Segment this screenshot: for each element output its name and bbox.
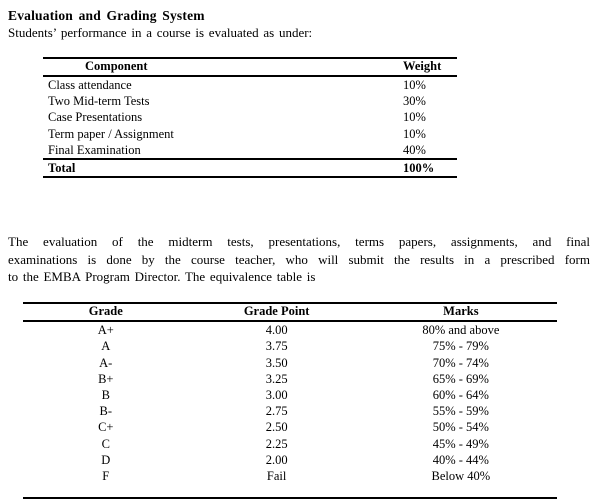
grade-point-cell: 2.50	[265, 420, 288, 435]
paragraph-line: The evaluation of the midterm tests, presentations, terms papers, assignments, and final	[8, 234, 590, 250]
grade-cell: D	[101, 452, 111, 467]
paragraph-line: to the EMBA Program Director. The equivalence table is	[8, 269, 316, 285]
marks-cell: 60% - 64%	[432, 387, 489, 402]
grade-table	[23, 302, 557, 499]
marks-cell: 55% - 59%	[432, 404, 489, 419]
grade-cell: C	[101, 436, 110, 451]
table-row	[23, 355, 557, 371]
table-row	[43, 126, 457, 142]
marks-cell: Below 40%	[431, 468, 491, 483]
grade-table-header-row	[23, 304, 557, 322]
table-row	[23, 403, 557, 419]
marks-cell: 50% - 54%	[432, 420, 489, 435]
evaluation-paragraph	[8, 233, 590, 286]
grade-table-header-grade-point: Grade Point	[243, 304, 310, 319]
document-title: Evaluation and Grading System	[8, 8, 205, 23]
grade-table-header-marks: Marks	[443, 304, 479, 319]
grade-point-cell: 2.00	[265, 452, 288, 467]
grade-cell: C+	[98, 420, 114, 435]
component-cell: Case Presentations	[48, 110, 143, 125]
table-row	[23, 452, 557, 468]
weight-cell: 10%	[403, 126, 426, 141]
weight-table	[43, 57, 457, 178]
table-row	[23, 436, 557, 452]
grade-cell: A-	[99, 355, 113, 370]
marks-cell: 75% - 79%	[432, 339, 489, 354]
intro-text: Students’ performance in a course is evaluated as under:	[8, 25, 313, 40]
marks-cell: 65% - 69%	[432, 371, 489, 386]
paragraph-line: examinations is done by the course teacher, who will submit the results in a prescribed form	[8, 251, 590, 267]
component-cell: Class attendance	[48, 78, 132, 92]
grade-point-cell: 3.50	[265, 355, 288, 370]
total-label: Total	[48, 161, 76, 176]
grade-point-cell: 4.00	[265, 323, 288, 338]
grade-cell: B-	[99, 404, 113, 419]
table-row	[43, 93, 457, 109]
grade-point-cell: 3.25	[265, 371, 288, 386]
table-row	[43, 142, 457, 158]
weight-table-total-row	[43, 158, 457, 176]
table-row	[23, 322, 557, 338]
table-row	[43, 109, 457, 125]
grade-point-cell: 2.75	[265, 404, 288, 419]
marks-cell: 45% - 49%	[432, 436, 489, 451]
component-cell: Term paper / Assignment	[48, 126, 174, 141]
weight-table-header-weight: Weight	[403, 59, 442, 73]
grade-cell: A+	[97, 323, 114, 338]
total-value: 100%	[403, 161, 435, 176]
table-row	[23, 387, 557, 403]
grade-point-cell: 3.00	[265, 387, 288, 402]
weight-table-header-component: Component	[85, 59, 148, 73]
component-cell: Final Examination	[48, 142, 141, 157]
grade-table-header-grade: Grade	[88, 304, 123, 319]
grade-point-cell: Fail	[266, 468, 287, 483]
weight-cell: 10%	[403, 110, 426, 125]
grade-point-cell: 3.75	[265, 339, 288, 354]
grade-cell: F	[102, 468, 110, 483]
grade-cell: B	[101, 387, 110, 402]
grade-cell: B+	[98, 371, 114, 386]
grade-point-cell: 2.25	[265, 436, 288, 451]
weight-table-header-row	[43, 59, 457, 77]
table-row	[23, 338, 557, 354]
marks-cell: 80% and above	[422, 323, 500, 338]
weight-cell: 30%	[403, 94, 426, 109]
table-row	[23, 371, 557, 387]
component-cell: Two Mid-term Tests	[48, 94, 150, 109]
table-row	[23, 419, 557, 435]
table-row	[23, 468, 557, 484]
marks-cell: 70% - 74%	[432, 355, 489, 370]
weight-cell: 10%	[403, 78, 426, 92]
marks-cell: 40% - 44%	[432, 452, 489, 467]
table-row	[43, 77, 457, 93]
grade-cell: A	[101, 339, 111, 354]
weight-cell: 40%	[403, 142, 426, 157]
